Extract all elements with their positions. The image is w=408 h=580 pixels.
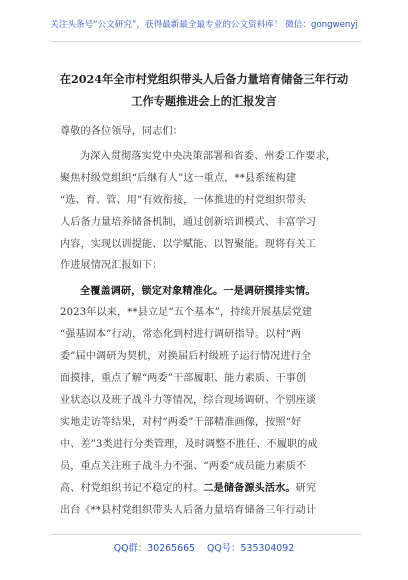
header-divider: [50, 41, 361, 42]
footer-divider: [50, 534, 361, 535]
intro-line: 内容，实现以训提能、以学赋能、以智聚能。现将有关工: [60, 239, 317, 250]
intro-line: 作进展情况汇报如下：: [60, 260, 163, 271]
body-line: 中、差”3类进行分类管理，及时调整不胜任、不履职的成: [60, 439, 318, 450]
intro-line: 为深入贯彻落实党中央决策部署和省委、州委工作要求，: [80, 151, 337, 162]
body-line: “强基固本”行动，常态化到村进行调研指导。以村“两: [60, 329, 302, 340]
salutation: 尊敬的各位领导，同志们：: [60, 126, 183, 137]
footer-qq-group: QQ群：30265665: [113, 543, 196, 554]
body-line-with-subheading: [60, 479, 316, 494]
section-1-heading: 全覆盖调研，锁定对象精准化。一是调研摸排实情。: [80, 286, 316, 297]
intro-line: 聚焦村级党组织“后继有人”这一重点，**县系统构建: [60, 173, 297, 184]
body-line: 员，重点关注班子战斗力不强、“两委”成员能力素质不: [60, 461, 307, 472]
document-title-line-2: 工作专题推进会上的汇报发言: [131, 94, 277, 108]
body-line: 实地走访等结果，对村“两委”干部精准画像，按照“好: [60, 417, 302, 428]
subheading: 二是储备源头活水。: [203, 483, 296, 494]
body-text: 研究: [295, 483, 317, 494]
body-line: 2023年以来，**县立足“五个基本”，持续开展基层党建: [60, 307, 313, 318]
body-line: 面摸排，重点了解“两委”干部履职、能力素质、干事创: [60, 373, 307, 384]
footer-qq-number: QQ号：535304092: [207, 543, 295, 554]
body-line: 业状态以及班子战斗力等情况，综合现场调研、个别座谈: [60, 395, 317, 406]
body-text: 高、村党组织书记不稳定的村。: [60, 483, 204, 494]
body-line: 出台《**县村党组织带头人后备力量培育储备三年行动计: [60, 505, 317, 516]
footer: [0, 540, 408, 554]
header-banner: 关注头条号“公文研究”，获得最新最全最专业的公文资料库！ 微信：gongwenyj: [50, 20, 358, 30]
intro-line: 人后备力量培养储备机制，通过创新培训模式、丰富学习: [60, 217, 317, 228]
intro-line: “选、育、管、用”有效衔接，一体推进的村党组织带头: [60, 195, 307, 206]
body-line: 委”届中调研为契机，对换届后村级班子运行情况进行全: [60, 351, 312, 362]
document-title-line-1: 在2024年全市村党组织带头人后备力量培育储备三年行动: [59, 72, 349, 86]
